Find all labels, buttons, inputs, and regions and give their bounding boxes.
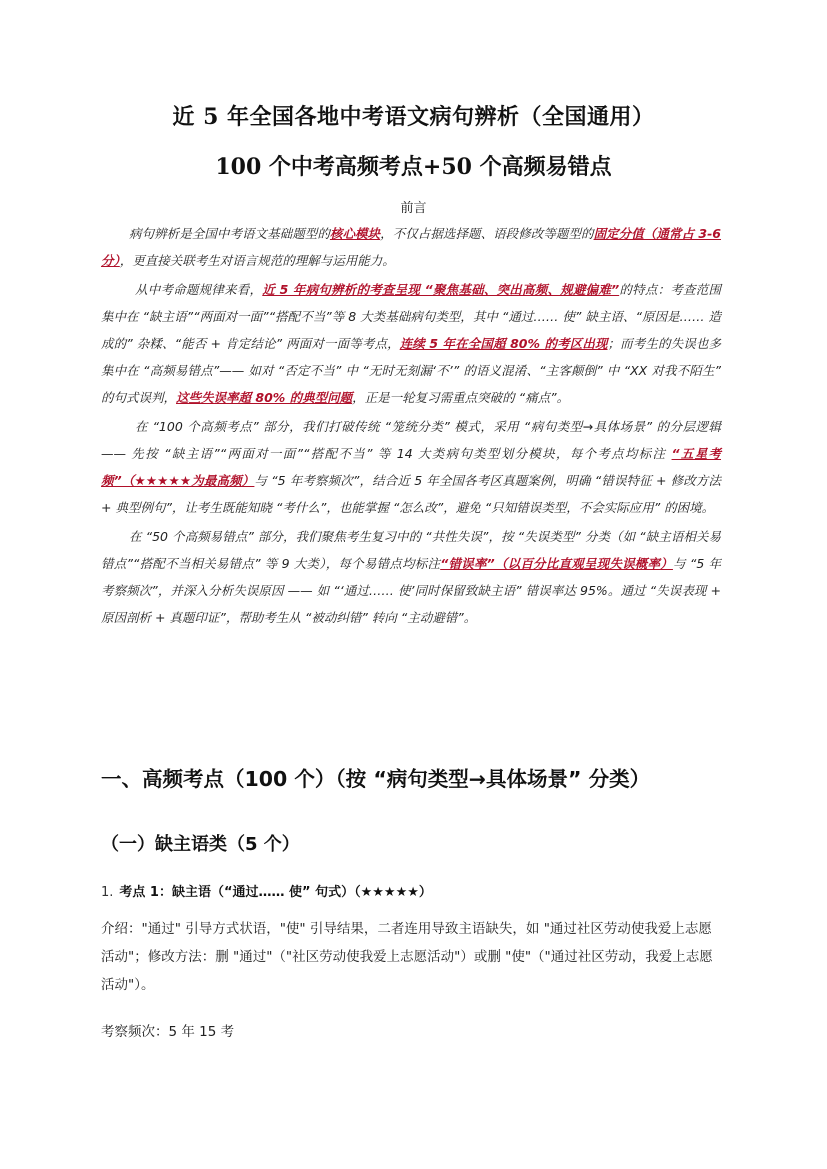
highlighted-text: 固定分值（通常占 3-6 分） xyxy=(101,226,721,268)
text-run: 的特点：考查范围集中在 “缺主语”“两面对一面”“搭配不当”等 8 大类基础病句类型，其中 “通过…… 使” 缺主语、“原因是…… 造成的” 杂糅、“能否 + 肯定结论” 两面对一面等考点， xyxy=(101,282,721,351)
text-run: 与 “5 年考察频次”，并深入分析失误原因 —— 如 “‘通过…… 使’同时保留致缺主语” 错误率达 95%。通过 “失误表现 + 原因剖析 + 真题印证”，帮助考生从 “被动纠错” 转向 “主动避错”。 xyxy=(101,556,721,625)
preface-body xyxy=(101,220,721,633)
document-subtitle: 100 个中考高频考点+50 个高频易错点 xyxy=(215,154,612,180)
preface-paragraph-4 xyxy=(101,523,721,631)
section-heading-high-frequency: 一、高频考点（100 个）（按 “病句类型→具体场景” 分类） xyxy=(101,767,651,791)
text-run: ，更直接关联考生对语言规范的理解与运用能力。 xyxy=(119,253,395,268)
highlighted-text: 这些失误率超 80% 的典型问题 xyxy=(176,390,353,405)
preface-paragraph-1 xyxy=(101,220,721,274)
text-run: 在 “50 个高频易错点” 部分，我们聚焦考生复习中的 “共性失误”，按 “失误类型” 分类（如 “缺主语相关易错点”“搭配不当相关易错点” 等 9 大类），每个易错点均标注 xyxy=(101,529,721,571)
text-run: ；而考生的失误也多集中在 “高频易错点”—— 如对 “否定不当” 中 “无时无刻漏‘不’” 的语义混淆、“主客颠倒” 中 “XX 对我不陌生” 的句式误判， xyxy=(101,336,721,405)
exam-point-1-intro: 介绍："通过" 引导方式状语，"使" 引导结果，二者连用导致主语缺失，如 "通过社区劳动使我爱上志愿活动"；修改方法：删 "通过"（"社区劳动使我爱上志愿活动"）或删 "使"（"通过社区劳动，我爱上志愿活动"）。 xyxy=(101,921,713,993)
exam-point-label: 考点 1：缺主语（“通过…… 使” 句式）（★★★★★） xyxy=(119,885,432,900)
exam-point-1-title xyxy=(101,881,721,900)
text-run: 与 “5 年考察频次”，结合近 5 年全国各考区真题案例，明确 “错误特征 + 修改方法 + 典型例句”，让考生既能知晓 “考什么”，也能掌握 “怎么改”，避免 “只知错误类型，不会实际应用” 的困境。 xyxy=(101,473,721,515)
preface-paragraph-2 xyxy=(101,276,721,411)
text-run: 病句辨析是全国中考语文基础题型的 xyxy=(129,226,330,241)
text-run: ，不仅占据选择题、语段修改等题型的 xyxy=(380,226,594,241)
highlighted-text: 近 5 年病句辨析的考查呈现 “聚焦基础、突出高频、规避偏难” xyxy=(262,282,620,297)
highlighted-text: 核心模块 xyxy=(329,226,381,241)
exam-point-1-frequency: 考察频次：5 年 15 考 xyxy=(101,1024,235,1040)
text-run: ，正是一轮复习需重点突破的 “痛点”。 xyxy=(352,390,570,405)
document-title: 近 5 年全国各地中考语文病句辨析（全国通用） xyxy=(172,104,655,130)
text-run: 从中考命题规律来看， xyxy=(135,282,263,297)
text-run: 在 “100 个高频考点” 部分，我们打破传统 “笼统分类” 模式，采用 “病句类型→具体场景” 的分层逻辑 —— 先按 “缺主语”“两面对一面”“搭配不当” 等 14 大类病句类型划分模块，每个考点均标注 xyxy=(101,419,721,461)
highlighted-text: “五星考频”（★★★★★为最高频） xyxy=(101,446,721,488)
subsection-heading-missing-subject: （一）缺主语类（5 个） xyxy=(101,834,300,855)
highlighted-text: “错误率”（以百分比直观呈现失误概率） xyxy=(440,556,673,571)
list-number: 1. xyxy=(101,885,114,900)
highlighted-text: 连续 5 年在全国超 80% 的考区出现 xyxy=(399,336,608,351)
preface-paragraph-3 xyxy=(101,413,721,521)
preface-heading: 前言 xyxy=(400,201,427,216)
